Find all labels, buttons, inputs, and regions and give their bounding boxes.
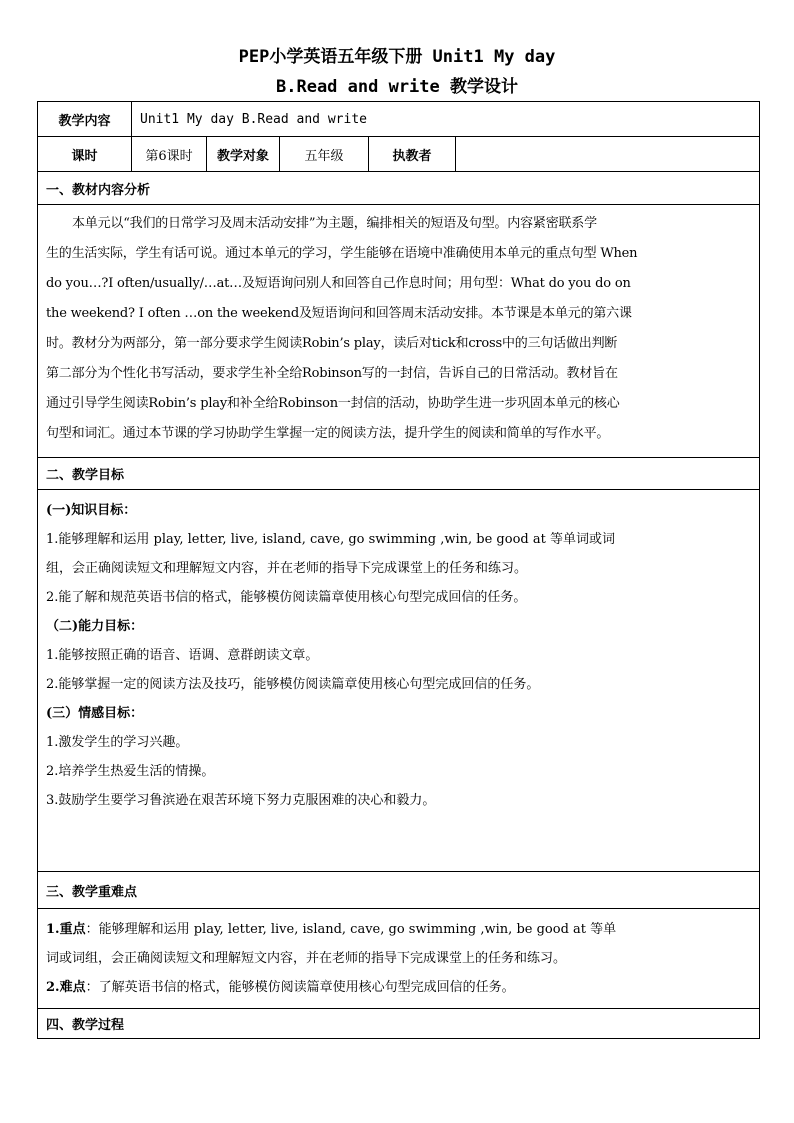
content-value: Unit1 My day B.Read and write xyxy=(132,102,760,137)
section2-heading: 二、教学目标 xyxy=(38,458,760,490)
section3-heading: 三、教学重难点 xyxy=(38,872,760,909)
key-point-text: ：能够理解和运用 play, letter, live, island, cave, go swimming ,win, be good at 等单 xyxy=(85,922,617,937)
emotion-title: (三）情感目标： xyxy=(46,706,144,721)
section3-body xyxy=(38,909,760,1009)
section1-line: 本单元以“我们的日常学习及周末活动安排”为主题，编排相关的短语及句型。内容紧密联系学 xyxy=(72,216,597,231)
ability-item: 2.能够掌握一定的阅读方法及技巧，能够模仿阅读篇章使用核心句型完成回信的任务。 xyxy=(46,677,540,692)
difficulty-label: 2.难点 xyxy=(46,980,86,995)
section1-line: 通过引导学生阅读Robin’s play和补全给Robinson一封信的活动，协助学生进一步巩固本单元的核心 xyxy=(46,396,620,411)
section1-body xyxy=(38,205,760,458)
difficulty-text: ：了解英语书信的格式，能够模仿阅读篇章使用核心句型完成回信的任务。 xyxy=(85,980,515,995)
section1-line: 句型和词汇。通过本节课的学习协助学生掌握一定的阅读方法，提升学生的阅读和简单的写作水平。 xyxy=(46,426,610,441)
key-point-label: 1.重点 xyxy=(46,922,86,937)
knowledge-item: 组，会正确阅读短文和理解短文内容，并在老师的指导下完成课堂上的任务和练习。 xyxy=(46,561,528,576)
section1-line: 第二部分为个性化书写活动，要求学生补全给Robinson写的一封信，告诉自己的日常活动。教材旨在 xyxy=(46,366,618,381)
ability-title: （二)能力目标： xyxy=(46,619,144,634)
key-point-line xyxy=(46,915,751,944)
target-value: 五年级 xyxy=(280,137,369,172)
period-label: 课时 xyxy=(38,137,132,172)
content-label: 教学内容 xyxy=(38,102,132,137)
section4-heading: 四、教学过程 xyxy=(38,1009,760,1039)
teacher-value xyxy=(456,137,760,172)
section1-line: 生的生活实际，学生有话可说。通过本单元的学习，学生能够在语境中准确使用本单元的重点句型 When xyxy=(46,246,638,261)
section1-line: 时。教材分为两部分，第一部分要求学生阅读Robin’s play，读后对tick和cross中的三句话做出判断 xyxy=(46,336,618,351)
teacher-label: 执教者 xyxy=(369,137,456,172)
emotion-item: 2.培养学生热爱生活的情操。 xyxy=(46,764,215,779)
difficulty-line xyxy=(46,973,751,1002)
knowledge-item: 1.能够理解和运用 play, letter, live, island, cave, go swimming ,win, be good at 等单词或词 xyxy=(46,532,615,547)
section2-body xyxy=(38,490,760,872)
section1-line: the weekend? I often …on the weekend及短语询问和回答周末活动安排。本节课是本单元的第六课 xyxy=(46,306,632,321)
key-point-line: 词或词组，会正确阅读短文和理解短文内容，并在老师的指导下完成课堂上的任务和练习。 xyxy=(46,951,567,966)
emotion-item: 1.激发学生的学习兴趣。 xyxy=(46,735,189,750)
section1-line: do you…?I often/usually/…at…及短语询问别人和回答自己作息时间；用句型：What do you do on xyxy=(46,276,631,291)
ability-item: 1.能够按照正确的语音、语调、意群朗读文章。 xyxy=(46,648,319,663)
knowledge-item: 2.能了解和规范英语书信的格式，能够模仿阅读篇章使用核心句型完成回信的任务。 xyxy=(46,590,527,605)
emotion-item: 3.鼓励学生要学习鲁滨逊在艰苦环境下努力克服困难的决心和毅力。 xyxy=(46,793,436,808)
lesson-plan-table xyxy=(37,101,760,1039)
period-value: 第6课时 xyxy=(132,137,207,172)
knowledge-title: (一)知识目标： xyxy=(46,503,137,518)
document-title-line2: B.Read and write 教学设计 xyxy=(276,77,518,97)
target-label: 教学对象 xyxy=(207,137,280,172)
section1-heading: 一、教材内容分析 xyxy=(38,172,760,205)
document-title-line1: PEP小学英语五年级下册 Unit1 My day xyxy=(238,47,556,67)
